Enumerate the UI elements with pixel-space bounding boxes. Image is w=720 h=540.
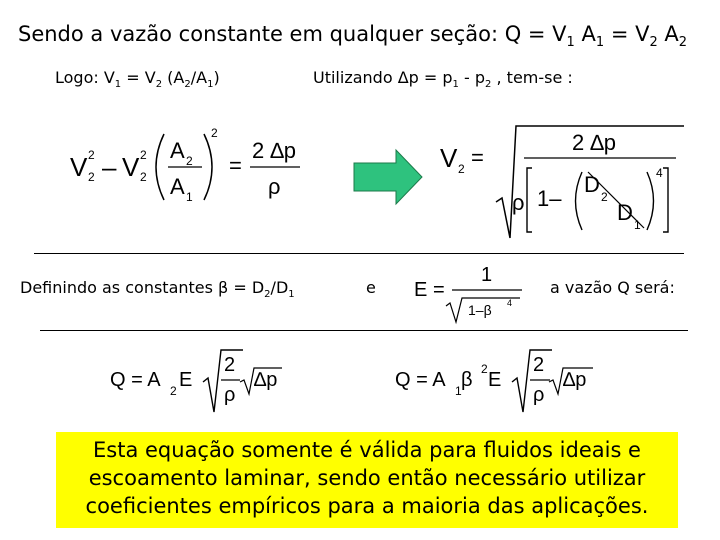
page-title: Sendo a vazão constante em qualquer seção: $Q = V_1$ $A_1 = V_2$ $A_2$ [18, 22, 688, 51]
conjunction-e: e [366, 278, 376, 297]
eq1-minus: – [102, 152, 117, 182]
eq1-v2: V [70, 152, 88, 182]
eq2-numerator: 2 ∆p [572, 130, 617, 155]
flow-rate-lead: a vazão Q será: [550, 278, 675, 297]
logo-relation: Logo: $V_1 = V_2$ $(A_2/A_1)$ [55, 68, 220, 91]
eq1-denominator: ρ [268, 174, 281, 199]
eq1-numerator: 2 ∆p [252, 138, 297, 163]
eq3-denominator: 1–β [468, 302, 492, 318]
validity-note: Esta equação somente é válida para fluidos ideais e escoamento laminar, sendo então necessário utilizar coeficientes empíricos para a maioria das aplicações. [56, 432, 678, 528]
pressure-difference-definition: Utilizando $\Delta p = p_1 - p_2$ , tem-se : [313, 68, 573, 91]
eq3-numerator: 1 [481, 264, 493, 286]
beta-definition: Definindo as constantes $\beta = D_2/D_1$ [20, 278, 295, 301]
